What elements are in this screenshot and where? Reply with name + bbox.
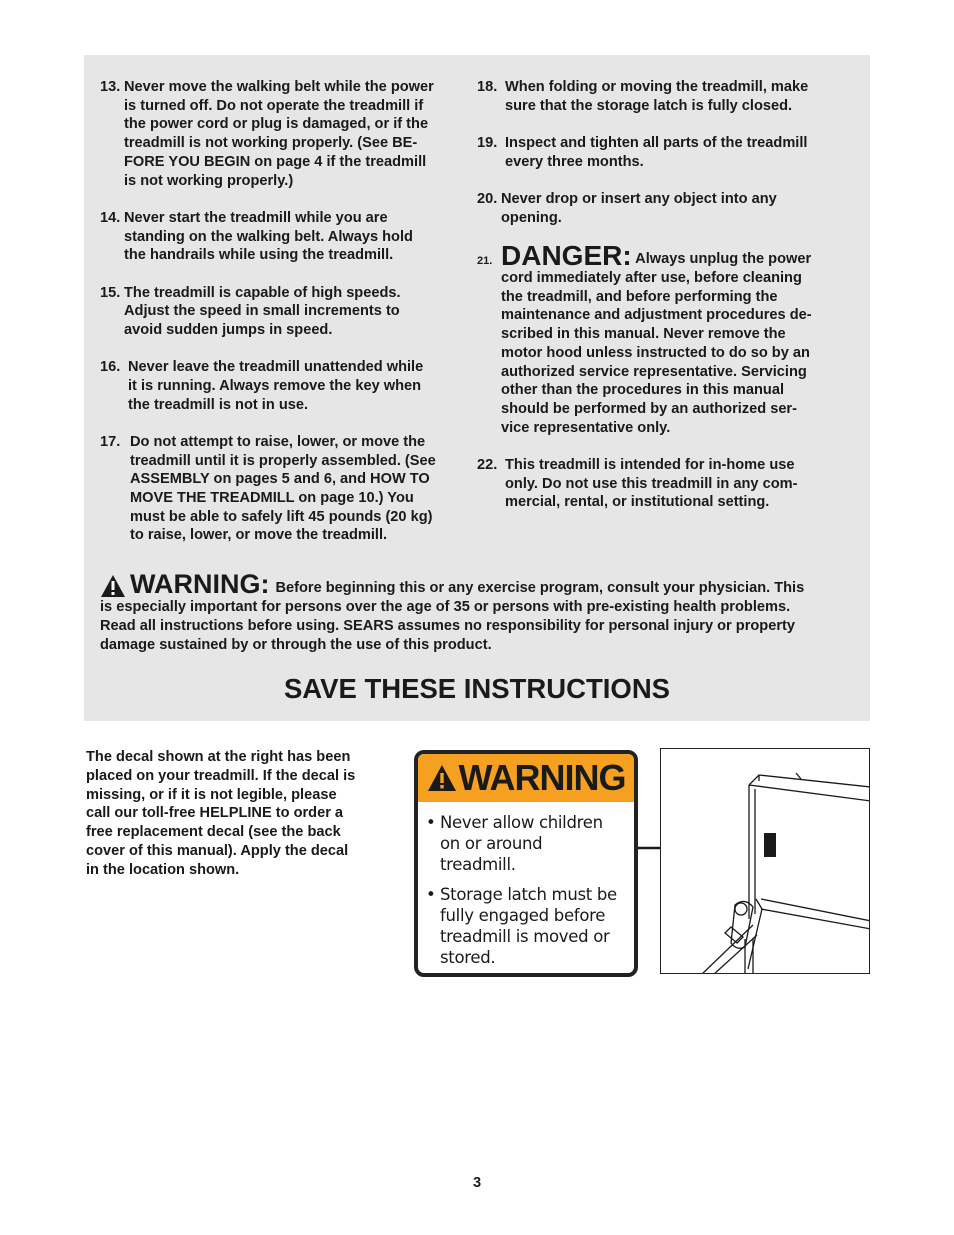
page-number: 3 [472,1175,482,1191]
instruction-17 [100,433,465,545]
instruction-21-danger [477,240,847,437]
warning-first-text: Before beginning this or any exercise program, consult your physician. This [275,579,805,596]
treadmill-upright-drawing [661,749,870,974]
decal-location-marker [764,833,776,857]
item-text: Never drop or insert any object into any opening. [501,191,777,226]
item-text: When folding or moving the treadmill, make sure that the storage latch is fully closed. [505,79,809,114]
item-number: 22. [477,456,498,473]
warning-triangle-icon [100,574,126,598]
item-text: Never leave the treadmill unattended while it is running. Always remove the key when the treadmill is not in use. [128,359,424,413]
warning-label: WARNING: [130,569,270,599]
instruction-14 [100,209,465,265]
decal-description: The decal shown at the right has been placed on your treadmill. If the decal is missing, or if it is not legible, please call our toll-free HELPLINE to order a free replacement decal (see the back cover of this manual). Apply the decal in the location shown. [86,749,356,878]
item-text: Never start the treadmill while you are standing on the walking belt. Always hold the handrails while using the treadmill. [124,209,413,264]
item-number: 15. [100,284,121,301]
decal-header [418,754,634,802]
instruction-20 [477,190,847,227]
item-number: 14. [100,209,121,226]
save-instructions-heading: SAVE THESE INSTRUCTIONS [283,673,671,704]
instruction-15 [100,284,465,340]
item-text: Never move the walking belt while the power is turned off. Do not operate the treadmill if the power cord or plug is damaged, or if the treadmill is not working properly. (See BE- FORE YOU BEGIN on page 4 if the treadmill is not working properly.) [124,79,434,189]
warning-decal [414,750,638,977]
instruction-13 [100,78,465,190]
decal-title: WARNING [458,757,626,798]
danger-first-line: Always unplug the power [631,251,812,267]
warning-rest-text: is especially important for persons over the age of 35 or persons with pre-existing health problems. Read all instructions before using. SEARS assumes no responsibility for personal injury or property damage sustained by or through the use of this product. [100,599,795,654]
instructions-left-column [100,78,465,564]
item-number: 21. [477,255,493,267]
item-text: Inspect and tighten all parts of the treadmill every three months. [505,135,808,170]
danger-rest: cord immediately after use, before cleaning the treadmill, and before performing the maintenance and adjustment procedures de- scribed in this manual. Never remove the motor hood unless instructed to do so by an authorized service representative. Servicing other than the procedures in this manual should be performed by an authorized ser- vice representative only. [501,270,812,436]
item-number: 13. [100,79,121,95]
item-number: 18. [477,79,498,95]
item-number: 19. [477,135,498,151]
instruction-16 [100,358,465,414]
item-number: 17. [100,433,121,450]
treadmill-illustration [660,748,870,974]
instruction-19 [477,134,847,171]
decal-body [418,802,634,968]
bullet-dot: • [426,885,436,904]
decal-bullet [426,884,634,968]
bullet-text: Storage latch must be fully engaged before treadmill is moved or stored. [440,885,617,967]
item-number: 16. [100,359,121,376]
instruction-22 [477,456,847,512]
item-text: Do not attempt to raise, lower, or move the treadmill until it is properly assembled. (See ASSEMBLY on pages 5 and 6, and HOW TO MOVE THE TREADMILL on page 10.) You must be able to safely lift 45 pounds (20 kg) to raise, lower, or move the treadmill. [130,433,436,544]
warning-triangle-icon [427,764,457,792]
danger-label: DANGER: [501,240,632,271]
warning-paragraph [100,570,860,655]
decal-bullet [426,812,634,875]
item-text: This treadmill is intended for in-home use only. Do not use this treadmill in any com- mercial, rental, or institutional setting. [505,456,798,511]
item-number: 20. [477,191,498,207]
instruction-18 [477,78,847,115]
bullet-dot: • [426,813,436,832]
danger-text [501,240,847,437]
item-text: The treadmill is capable of high speeds. Adjust the speed in small increments to avoid sudden jumps in speed. [124,284,401,338]
warning-first-line [100,570,860,598]
instructions-right-column [477,78,847,531]
bullet-text: Never allow children on or around treadmill. [440,813,603,874]
